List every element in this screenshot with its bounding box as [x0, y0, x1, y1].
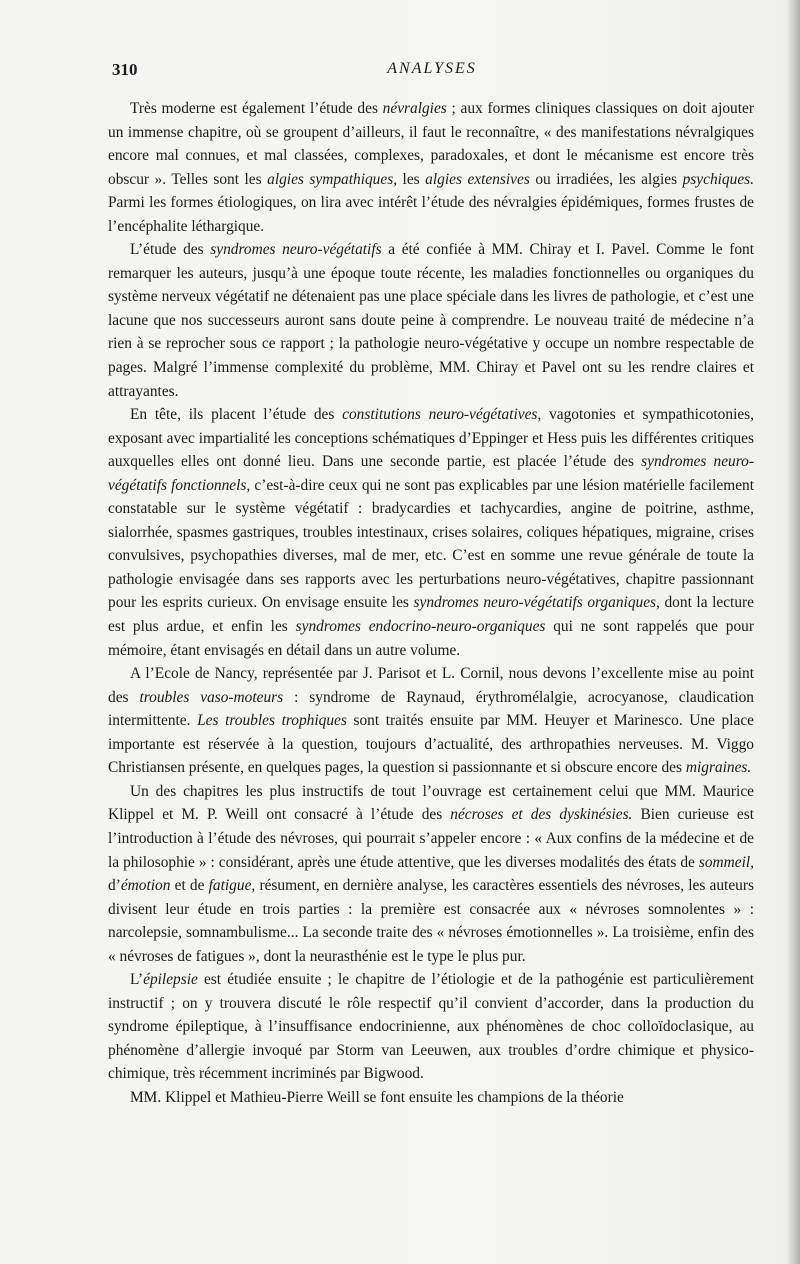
page-header	[112, 60, 752, 82]
text-run: L’	[130, 971, 144, 989]
italic-run: psychiques.	[682, 170, 754, 188]
text-run: L’étude des	[130, 241, 211, 259]
text-run: En tête, ils placent l’étude des	[130, 406, 343, 424]
text-run: qui ne sont rappelés que pour mémoire, étant envisagés en détail dans un autre volume.	[108, 618, 754, 659]
text-run: d’	[108, 877, 121, 895]
text-run: est étudiée ensuite ; le chapitre de l’étiologie et de la pathogénie est particulièrement instructif ; on y trouvera discuté le rôle respectif qu’il convient d’accorder, dans la production du syndrome épileptique, à l’insuffisance endocrinienne, aux phénomènes de choc colloïdoclasique, au phénomène d’allergie invoqué par Storm van Leeuwen, aux troubles d’ordre chimique et physico-chimique, très récemment incriminés par Bigwood.	[108, 971, 754, 1083]
italic-run: algies sympathiques,	[267, 170, 398, 188]
text-run: ou irradiées, les algies	[529, 170, 683, 188]
text-run: ; aux formes cliniques classiques on doit ajouter un immense chapitre, où se groupent d’ailleurs, il faut le reconnaître, « des manifestations névralgiques encore mal connues, et mal classées, complexes, paradoxales, et dont le mécanisme est encore très obscur ». Telles sont les	[108, 100, 754, 188]
italic-run: constitutions neuro-végétatives,	[342, 406, 542, 424]
italic-run: syndromes neuro-végétatifs organiques,	[413, 594, 660, 612]
page-number: 310	[112, 60, 138, 79]
paragraph	[108, 1086, 754, 1110]
italic-run: troubles vaso-moteurs	[139, 688, 284, 706]
italic-run: névralgies	[382, 100, 447, 117]
italic-run: émotion	[120, 877, 171, 895]
text-run: et de	[170, 877, 209, 895]
italic-run: syndromes neuro-végétatifs fonctionnels,	[108, 453, 754, 494]
italic-run: sommeil,	[698, 853, 754, 871]
text-run: Parmi les formes étiologiques, on lira avec intérêt l’étude des névralgies épidémiques, formes frustes de l’encéphalite léthargique.	[108, 194, 754, 235]
body-text	[108, 97, 754, 1110]
paragraph	[108, 662, 754, 780]
text-run: Bien curieuse est l’introduction à l’étude des névroses, qui pourrait s’appeler encore : « Aux confins de la médecine et de la philosophie » : considérant, après une étude attentive, que les diverses modalités des états de	[108, 806, 754, 871]
text-run: Très moderne est également l’étude des	[130, 100, 383, 117]
running-title: ANALYSES	[387, 60, 477, 77]
text-run: dont la lecture est plus ardue, et enfin les	[108, 594, 754, 636]
text-run: sont traités ensuite par MM. Heuyer et Marinesco. Une place importante est réservée à la question, toujours d’actualité, des arthropathies nerveuses. M. Viggo Christiansen présente, en quelques pages, la question si passionnante et si obscure encore des	[108, 712, 754, 777]
italic-run: fatigue,	[208, 877, 256, 895]
text-run: : syndrome de Raynaud, érythromélalgie, acrocyanose, claudication intermittente.	[108, 688, 754, 730]
italic-run: épilepsie	[143, 971, 198, 989]
text-run: MM. Klippel et Mathieu-Pierre Weill se font ensuite les champions de la théorie	[130, 1088, 624, 1106]
italic-run: Les troubles trophiques	[197, 712, 347, 730]
paragraph	[108, 403, 754, 662]
paragraph	[108, 97, 754, 238]
text-run: Un des chapitres les plus instructifs de tout l’ouvrage est certainement celui que MM. Maurice Klippel et M. P. Weill ont consacré à l’étude des	[108, 782, 754, 824]
text-run: a été confiée à MM. Chiray et I. Pavel. Comme le font remarquer les auteurs, jusqu’à une époque toute récente, les maladies fonctionnelles ou organiques du système nerveux végétatif ne détenaient pas une place spéciale dans les livres de pathologie, et c’est une lacune que nos successeurs auront sans doute peine à comprendre. Le nouveau traité de médecine n’a rien à se reprocher sous ce rapport ; la pathologie neuro-végétative y occupe un nombre respectable de pages. Malgré l’immense complexité du problème, MM. Chiray et Pavel ont su les rendre claires et attrayantes.	[108, 241, 755, 400]
italic-run: syndromes endocrino-neuro-organiques	[295, 618, 546, 636]
text-run: vagotonies et sympathicotonies, exposant avec impartialité les conceptions schématiques d’Eppinger et Hess puis les différentes critiques auxquelles elles ont donné lieu. Dans une seconde partie, est placée l’étude des	[108, 406, 755, 471]
italic-run: migraines.	[685, 759, 752, 777]
italic-run: nécroses et des dyskinésies.	[450, 806, 633, 824]
paragraph	[108, 238, 754, 403]
text-run: résument, en dernière analyse, les caractères essentiels des névroses, les auteurs divisent leur étude en trois parties : la première est consacrée aux « névroses somnolentes » : narcolepsie, somnambulisme... La seconde traite des « névroses émotionnelles ». La troisième, enfin des « névroses de fatigues », dont la neurasthénie est le type le plus pur.	[108, 877, 754, 965]
text-run: c’est-à-dire ceux qui ne sont pas explicables par une lésion matérielle facilement constatable sur le système végétatif : bradycardies et tachycardies, angine de poitrine, asthme, sialorrhée, spasmes gastriques, troubles intestinaux, crises solaires, coliques hépatiques, migraine, crises convulsives, psychopathies diverses, mal de mer, etc. C’est en somme une revue générale de toute la pathologie envisagée dans ses rapports avec les perturbations neuro-végétatives, chapitre passionnant pour les esprits curieux. On envisage ensuite les	[108, 476, 754, 612]
page-edge-shadow	[786, 0, 800, 1264]
italic-run: algies extensives	[425, 170, 530, 188]
paragraph	[108, 968, 754, 1086]
paragraph	[108, 780, 754, 968]
italic-run: syndromes neuro-végétatifs	[210, 241, 382, 259]
text-run: A l’Ecole de Nancy, représentée par J. Parisot et L. Cornil, nous devons l’excellente mise au point des	[108, 665, 754, 706]
text-run: les	[397, 170, 426, 188]
